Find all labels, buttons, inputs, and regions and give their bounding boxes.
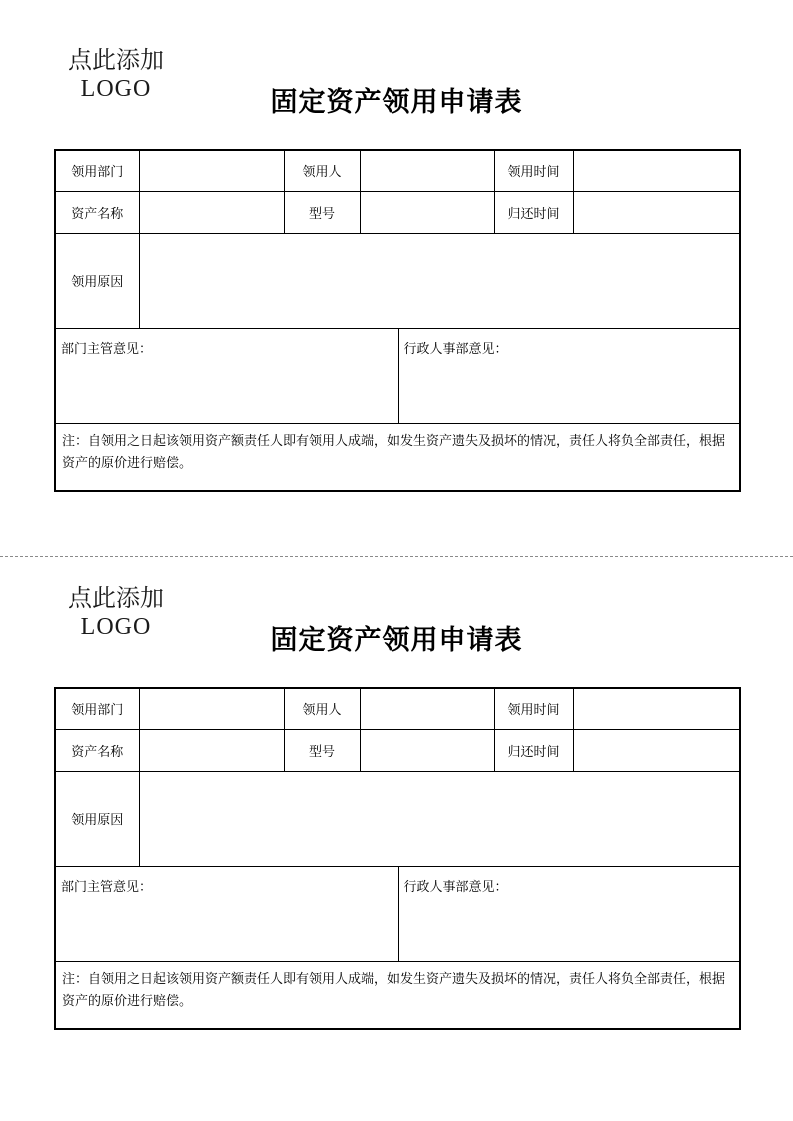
- label-reason: 领用原因: [55, 771, 139, 866]
- form-row-dept: [55, 150, 740, 191]
- label-time: 领用时间: [494, 688, 573, 729]
- dept-head-opinion-field[interactable]: 部门主管意见：: [55, 866, 398, 961]
- field-return-time[interactable]: [573, 191, 740, 233]
- field-person[interactable]: [360, 150, 494, 191]
- form-row-reason: [55, 233, 740, 328]
- field-person[interactable]: [360, 688, 494, 729]
- field-asset-name[interactable]: [139, 191, 284, 233]
- field-reason[interactable]: [139, 771, 740, 866]
- form-row-reason: [55, 771, 740, 866]
- label-asset-name: 资产名称: [55, 729, 139, 771]
- label-reason: 领用原因: [55, 233, 139, 328]
- label-time: 领用时间: [494, 150, 573, 191]
- admin-hr-opinion-field[interactable]: 行政人事部意见：: [398, 866, 740, 961]
- label-person: 领用人: [284, 688, 360, 729]
- form-row-note: [55, 423, 740, 491]
- field-model[interactable]: [360, 729, 494, 771]
- dept-head-opinion-field[interactable]: 部门主管意见：: [55, 328, 398, 423]
- form-row-note: [55, 961, 740, 1029]
- logo-text-line2: LOGO: [80, 614, 152, 640]
- field-dept[interactable]: [139, 688, 284, 729]
- label-model: 型号: [284, 191, 360, 233]
- logo-text-line1: 点此添加: [68, 46, 164, 74]
- field-dept[interactable]: [139, 150, 284, 191]
- application-form-table: [54, 687, 741, 1030]
- form-title: 固定资产领用申请表: [270, 87, 523, 118]
- field-asset-name[interactable]: [139, 729, 284, 771]
- form-row-asset: [55, 191, 740, 233]
- label-return-time: 归还时间: [494, 191, 573, 233]
- label-dept: 领用部门: [55, 150, 139, 191]
- field-reason[interactable]: [139, 233, 740, 328]
- field-time[interactable]: [573, 688, 740, 729]
- form-title: 固定资产领用申请表: [270, 625, 523, 656]
- logo-text-line2: LOGO: [80, 76, 152, 102]
- field-time[interactable]: [573, 150, 740, 191]
- form-row-asset: [55, 729, 740, 771]
- form-row-dept: [55, 688, 740, 729]
- label-return-time: 归还时间: [494, 729, 573, 771]
- form-row-opinions: [55, 866, 740, 961]
- application-form-table: [54, 149, 741, 492]
- form-row-opinions: [55, 328, 740, 423]
- admin-hr-opinion-field[interactable]: 行政人事部意见：: [398, 328, 740, 423]
- liability-note: 注：自领用之日起该领用资产额责任人即有领用人成端，如发生资产遗失及损坏的情况，责任人将负全部责任，根据资产的原价进行赔偿。: [55, 961, 740, 1029]
- form-section: [0, 538, 793, 1038]
- label-asset-name: 资产名称: [55, 191, 139, 233]
- label-dept: 领用部门: [55, 688, 139, 729]
- field-return-time[interactable]: [573, 729, 740, 771]
- label-model: 型号: [284, 729, 360, 771]
- field-model[interactable]: [360, 191, 494, 233]
- liability-note: 注：自领用之日起该领用资产额责任人即有领用人成端，如发生资产遗失及损坏的情况，责任人将负全部责任，根据资产的原价进行赔偿。: [55, 423, 740, 491]
- form-section: [0, 0, 793, 500]
- logo-text-line1: 点此添加: [68, 584, 164, 612]
- label-person: 领用人: [284, 150, 360, 191]
